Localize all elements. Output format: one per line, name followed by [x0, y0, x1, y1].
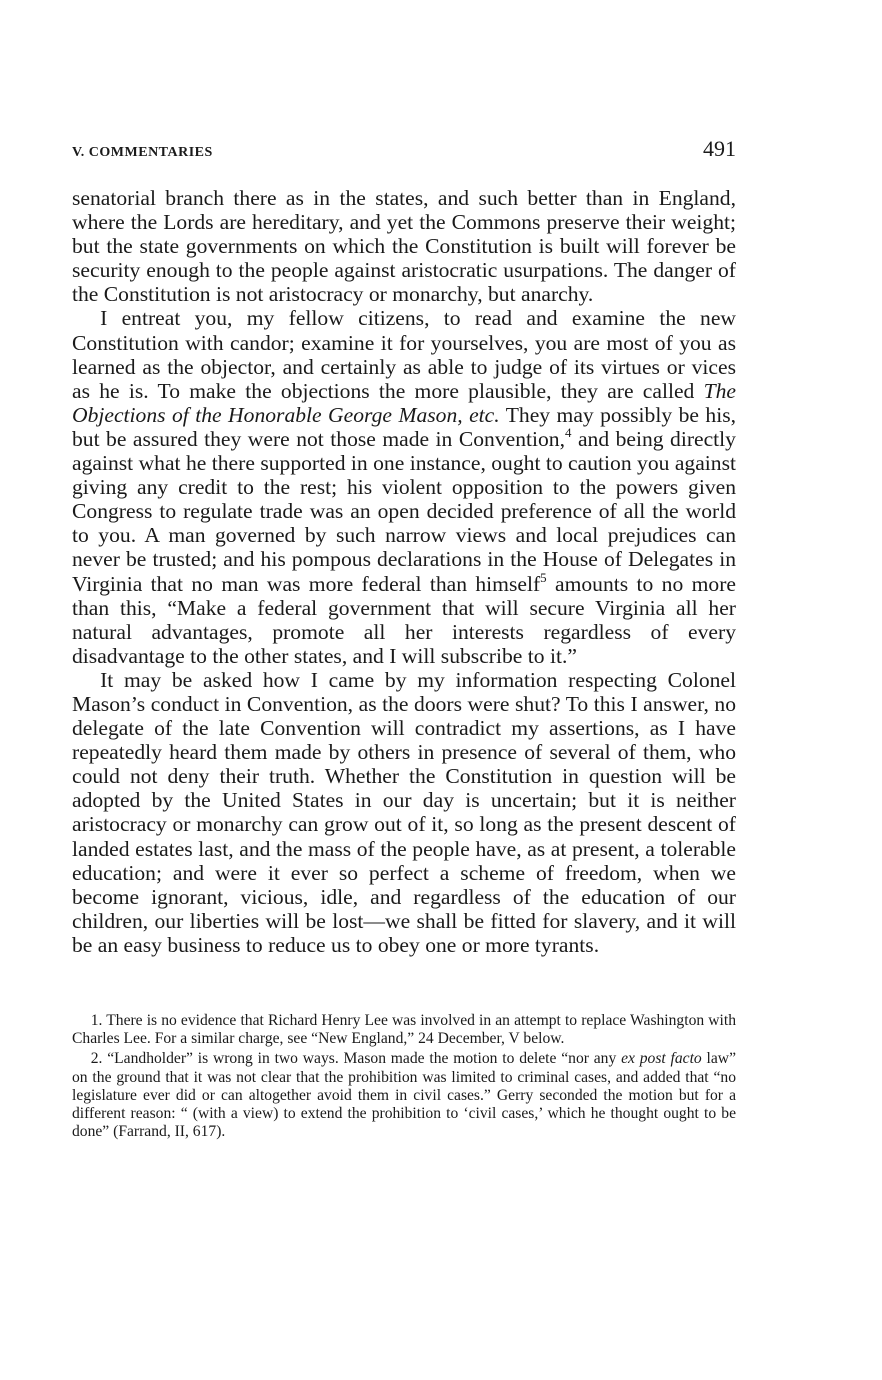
italic-title: The Objections of the Honorable George Mason, etc. — [72, 378, 736, 427]
footnote-2-part-b: law” on the ground that it was not clear that the prohibition was limited to criminal cases, and added that “no legislature ever did or can altogether avoid them in civil cases.” Gerry seconded the motion but for a different reason: “ (with a view) to extend the prohibition to ‘civil cases,’ which he thought ought to be done” (Farrand, II, 617). — [72, 1050, 736, 1141]
paragraph-1: senatorial branch there as in the states, and such better than in England, where the Lords are hereditary, and yet the Commons preserve their weight; but the state governments on which the Constitution is built will forever be security enough to the people against aristocratic usurpations. The danger of the Constitution is not aristocracy or monarchy, but anarchy. — [72, 186, 736, 307]
paragraph-2-part-c: and being directly against what he there supported in one instance, ought to caution you against giving any credit to the rest; his violent opposition to the powers given Congress to regulate trade was an open decided preference of all the world to you. A man governed by such narrow views and local prejudices can never be trusted; and his pompous declarations in the House of Delegates in Virginia that no man was more federal than himself — [72, 426, 736, 596]
paragraph-2-part-d: amounts to no more than this, “Make a federal government that will secure Virginia all her natural advantages, promote all her interests regardless of every disadvantage to the other states, and I will subscribe to it.” — [72, 571, 736, 668]
body-text — [72, 186, 736, 957]
footnote-2 — [72, 1050, 736, 1141]
footnote-2-italic: ex post facto — [621, 1050, 702, 1068]
running-head: V. COMMENTARIES — [72, 145, 213, 160]
paragraph-2-part-b: They may possibly be his, but be assured they were not those made in Convention, — [72, 402, 736, 451]
footnote-ref-5: 5 — [540, 569, 547, 585]
page-header — [72, 136, 736, 162]
footnote-2-part-a: 2. “Landholder” is wrong in two ways. Mason made the motion to delete “nor any — [90, 1050, 622, 1068]
paragraph-3: It may be asked how I came by my information respecting Colonel Mason’s conduct in Convention, as the doors were shut? To this I answer, no delegate of the late Convention will contradict my assertions, as I have repeatedly heard them made by others in presence of several of them, who could not deny their truth. Whether the Constitution in question will be adopted by the United States in our day is uncertain; but it is neither aristocracy or monarchy can grow out of it, so long as the present descent of landed estates last, and the mass of the people have, as at present, a tolerable education; and were it ever so perfect a scheme of freedom, when we become ignorant, vicious, idle, and regardless of the education of our children, our liberties will be lost—we shall be fitted for slavery, and it will be an easy business to reduce us to obey one or more tyrants. — [72, 667, 736, 957]
footnote-ref-4: 4 — [564, 424, 572, 440]
page-number: 491 — [703, 136, 736, 161]
footnote-1: 1. There is no evidence that Richard Henry Lee was involved in an attempt to replace Washington with Charles Lee. For a similar charge, see “New England,” 24 December, V below. — [72, 1012, 736, 1048]
paragraph-2 — [72, 306, 736, 667]
footnotes — [72, 1012, 736, 1141]
paragraph-2-part-a: I entreat you, my fellow citizens, to read and examine the new Constitution with candor; examine it for yourselves, you are most of you as learned as the objector, and certainly as able to judge of its virtues or vices as he is. To make the objections the more plausible, they are called — [72, 306, 736, 403]
